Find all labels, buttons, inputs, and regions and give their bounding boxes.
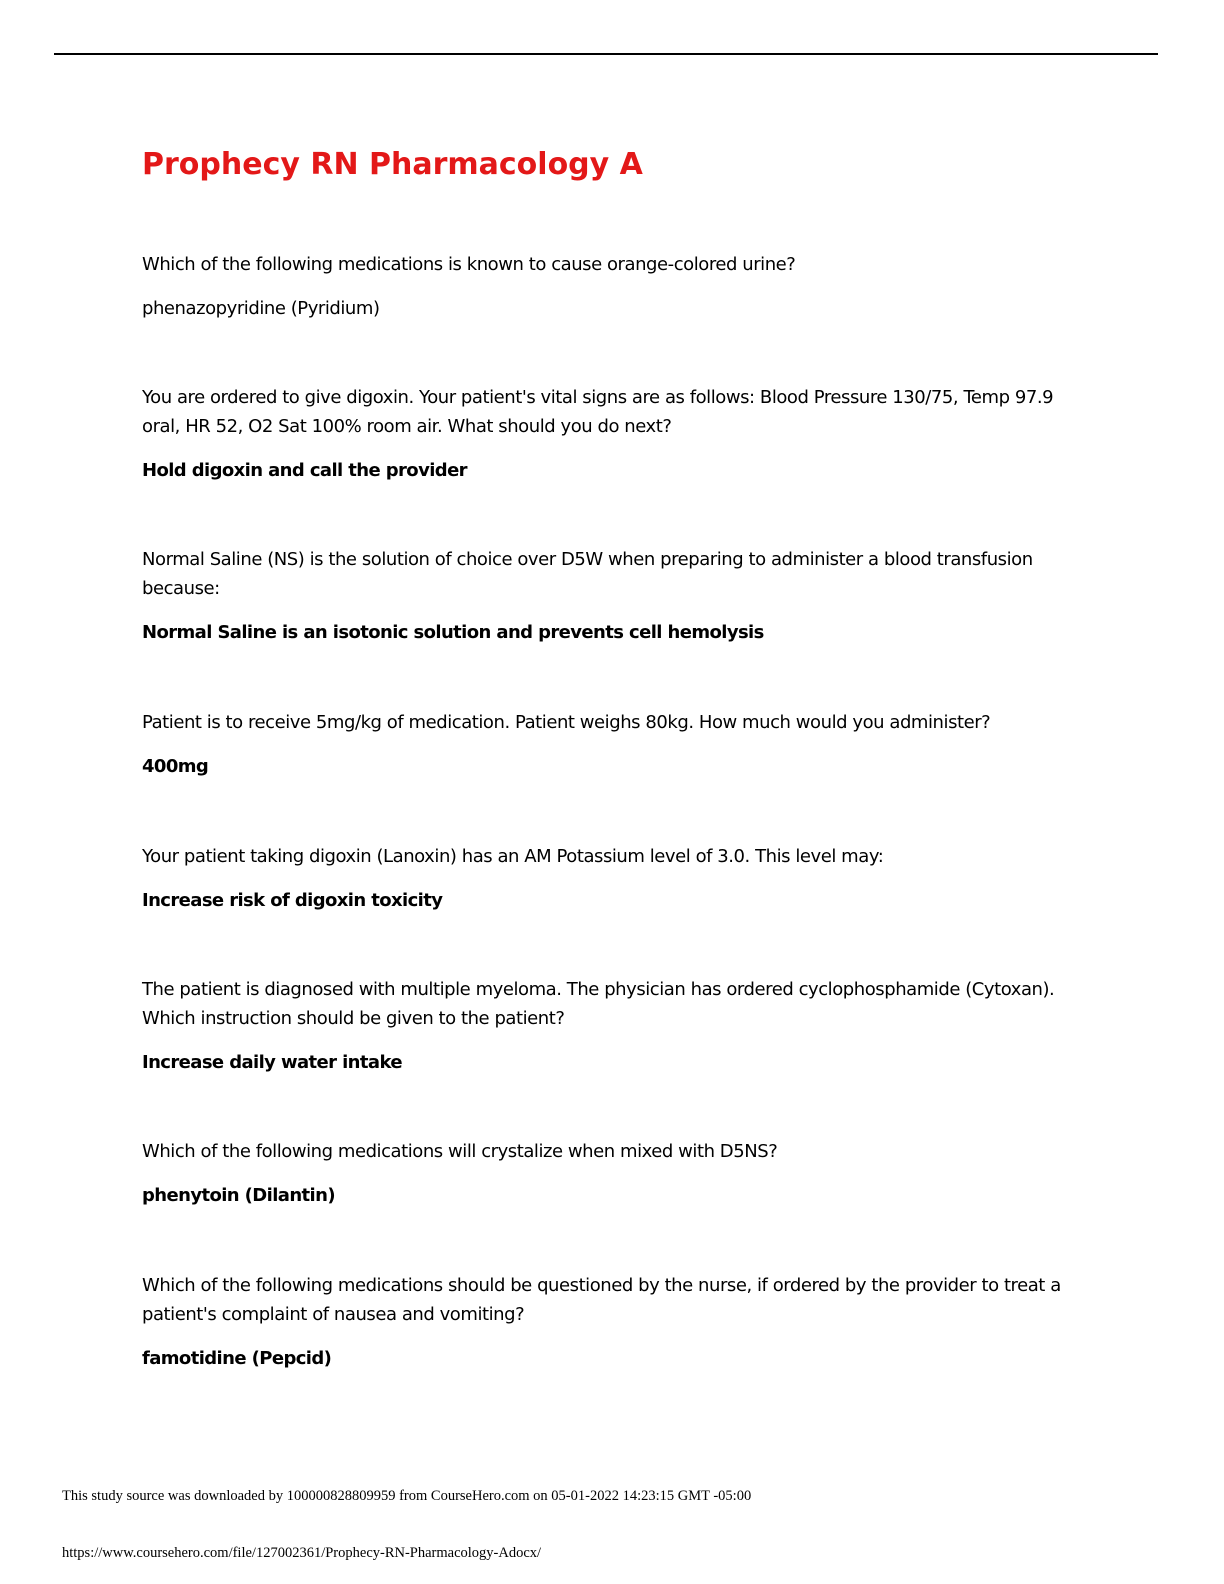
question-text: Which of the following medications is known to cause orange-colored urine? <box>142 254 796 275</box>
qa-item-3 <box>142 545 1072 647</box>
source-url[interactable]: https://www.coursehero.com/file/127002361/Prophecy-RN-Pharmacology-Adocx/ <box>62 1545 542 1561</box>
qa-item-5 <box>142 842 1072 915</box>
qa-item-2 <box>142 383 1072 485</box>
answer-text: Normal Saline is an isotonic solution and prevents cell hemolysis <box>142 622 764 643</box>
answer-text: Increase risk of digoxin toxicity <box>142 890 443 911</box>
qa-item-6 <box>142 975 1072 1077</box>
answer-text: 400mg <box>142 756 209 777</box>
download-notice: This study source was downloaded by 100000828809959 from CourseHero.com on 05-01-2022 14:23:15 GMT -05:00 <box>62 1488 752 1504</box>
question-text: You are ordered to give digoxin. Your patient's vital signs are as follows: Blood Pressure 130/75, Temp 97.9 oral, HR 52, O2 Sat 100% room air. What should you do next? <box>142 387 1054 437</box>
qa-item-8 <box>142 1271 1072 1373</box>
question-text: Your patient taking digoxin (Lanoxin) has an AM Potassium level of 3.0. This level may: <box>142 846 884 867</box>
question-text: Normal Saline (NS) is the solution of choice over D5W when preparing to administer a blood transfusion because: <box>142 549 1033 599</box>
answer-text: famotidine (Pepcid) <box>142 1348 332 1369</box>
question-text: Which of the following medications should be questioned by the nurse, if ordered by the provider to treat a patient's complaint of nausea and vomiting? <box>142 1275 1061 1325</box>
question-text: The patient is diagnosed with multiple myeloma. The physician has ordered cyclophosphamide (Cytoxan). Which instruction should be given to the patient? <box>142 979 1055 1029</box>
answer-text: phenazopyridine (Pyridium) <box>142 298 380 319</box>
answer-text: Increase daily water intake <box>142 1052 402 1073</box>
answer-text: Hold digoxin and call the provider <box>142 460 467 481</box>
question-text: Patient is to receive 5mg/kg of medication. Patient weighs 80kg. How much would you administer? <box>142 712 991 733</box>
document-title: Prophecy RN Pharmacology A <box>142 147 643 182</box>
qa-item-1 <box>142 250 1072 323</box>
answer-text: phenytoin (Dilantin) <box>142 1185 335 1206</box>
header-divider <box>54 53 1158 55</box>
qa-item-7 <box>142 1137 1072 1210</box>
question-text: Which of the following medications will crystalize when mixed with D5NS? <box>142 1141 778 1162</box>
qa-item-4 <box>142 708 1072 781</box>
